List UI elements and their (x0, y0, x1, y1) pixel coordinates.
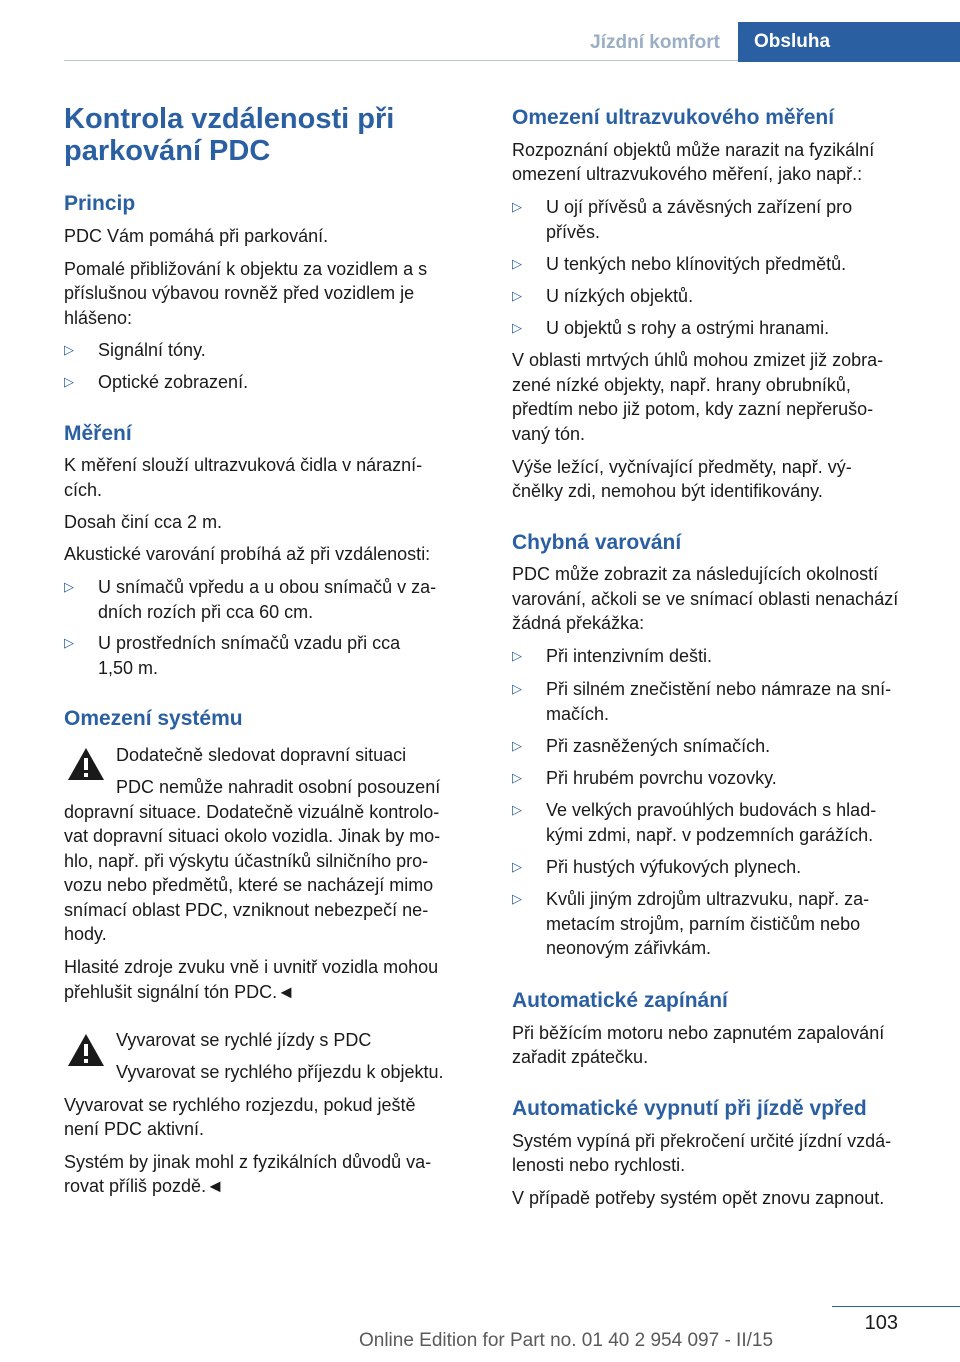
bullet-triangle-icon: ▷ (512, 802, 522, 817)
warning-1-line-6: snímací oblast PDC, vzniknout nebezpečí ne- (64, 900, 429, 920)
bullet-triangle-icon: ▷ (64, 579, 74, 594)
mereni-text-1-line-1: K měření slouží ultrazvuková čidla v nárazní- (64, 455, 423, 475)
ultra-text-2-line-2: zené nízké objekty, např. hrany obrubníků, (512, 375, 851, 395)
auto-on-line-1: Při běžícím motoru nebo zapnutém zapalování (512, 1023, 885, 1043)
chybna-text-line-1: PDC může zobrazit za následujících okolností (512, 564, 879, 584)
list-item-text: Ve velkých pravoúhlých budovách s hlad- (546, 800, 877, 820)
ultra-text-3-line-1: Výše ležící, vyčnívající předměty, např. vý- (512, 457, 852, 477)
list-item-text: Při zasněžených snímačích. (546, 736, 771, 756)
mereni-text-1-line-2: cích. (64, 480, 103, 500)
bullet-triangle-icon: ▷ (64, 342, 74, 357)
warning-2-para-2-line-2: není PDC aktivní. (64, 1119, 205, 1139)
list-item-text: Kvůli jiným zdrojům ultrazvuku, např. za- (546, 889, 870, 909)
auto-off-line-1: Systém vypíná při překročení určité jízdní vzdá- (512, 1131, 892, 1151)
heading-princip: Princip (64, 192, 136, 215)
auto-on-line-2: zařadit zpátečku. (512, 1047, 649, 1067)
warning-2-line-1: Vyvarovat se rychlého příjezdu k objektu. (116, 1062, 444, 1082)
bullet-triangle-icon: ▷ (512, 770, 522, 785)
warning-1-line-4: hlo, např. při výskytu účastníků silničního pro- (64, 851, 429, 871)
bullet-triangle-icon: ▷ (64, 374, 74, 389)
list-item-text: U objektů s rohy a ostrými hranami. (546, 318, 830, 338)
list-item (512, 644, 713, 669)
ultra-text-2-line-4: vaný tón. (512, 424, 586, 444)
header-chapter-tab[interactable]: Obsluha (738, 22, 960, 62)
bullet-triangle-icon: ▷ (512, 256, 522, 271)
list-item (512, 855, 802, 880)
header-section-tab[interactable]: Jízdní komfort (590, 32, 720, 53)
list-item (512, 284, 694, 309)
warning-2-title: Vyvarovat se rychlé jízdy s PDC (116, 1030, 372, 1050)
list-item (64, 370, 249, 395)
heading-mereni: Měření (64, 422, 132, 445)
warning-1-line-2: dopravní situace. Dodatečně vizuálně kontrolo- (64, 802, 440, 822)
warning-1-line-5: vozu nebo předmětů, které se nacházejí mimo (64, 875, 434, 895)
warning-2-para-3-line-2: rovat příliš pozdě.◄ (64, 1176, 224, 1196)
warning-1-para-2-line-2: přehlušit signální tón PDC.◄ (64, 982, 295, 1002)
chybna-text-line-2: varování, ačkoli se ve snímací oblasti nenachází (512, 589, 899, 609)
list-item (512, 316, 830, 341)
ultra-text-2-line-3: předtím nebo již potom, kdy zazní nepřerušo- (512, 399, 874, 419)
mereni-text-3: Akustické varování probíhá až při vzdálenosti: (64, 544, 431, 564)
ultra-text-3-line-2: čnělky zdi, nemohou být identifikovány. (512, 481, 823, 501)
page-number: 103 (864, 1312, 898, 1334)
heading-chybna-varovani: Chybná varování (512, 531, 682, 554)
list-item-text: Při hustých výfukových plynech. (546, 857, 802, 877)
princip-text-2-line-3: hlášeno: (64, 308, 133, 328)
ultra-text-2-line-1: V oblasti mrtvých úhlů mohou zmizet již zobra- (512, 350, 884, 370)
list-item-text: metacím strojům, parním čističům nebo (546, 913, 861, 934)
list-item (64, 338, 206, 363)
warning-2-para-2-line-1: Vyvarovat se rychlého rozjezdu, pokud ještě (64, 1095, 416, 1115)
list-item (64, 631, 401, 680)
list-item (512, 195, 853, 244)
heading-automaticke-zapinani: Automatické zapínání (512, 989, 728, 1012)
list-item (512, 766, 777, 791)
heading-automaticke-vypnuti: Automatické vypnutí při jízdě vpřed (512, 1097, 867, 1120)
list-item (512, 677, 892, 726)
list-item-text: Při intenzivním dešti. (546, 646, 713, 666)
list-item-text: U prostředních snímačů vzadu při cca (98, 633, 401, 653)
list-item-text: dních rozích při cca 60 cm. (98, 601, 314, 622)
list-item-text: mačích. (546, 703, 610, 724)
list-item-text: 1,50 m. (98, 657, 159, 678)
list-item-text: U snímačů vpředu a u obou snímačů v za- (98, 577, 437, 597)
list-item (512, 887, 870, 961)
heading-omezeni-systemu: Omezení systému (64, 707, 243, 730)
list-item-text: Při silném znečistění nebo námraze na sní- (546, 679, 892, 699)
warning-2-para-3-line-1: Systém by jinak mohl z fyzikálních důvodů va- (64, 1152, 432, 1172)
mereni-text-2: Dosah činí cca 2 m. (64, 512, 223, 532)
list-item-text: U tenkých nebo klínovitých předmětů. (546, 254, 847, 274)
princip-text-1: PDC Vám pomáhá při parkování. (64, 226, 329, 246)
list-item-text: Při hrubém povrchu vozovky. (546, 768, 777, 788)
list-item (64, 575, 437, 624)
ultra-text-1-line-1: Rozpoznání objektů může narazit na fyzikální (512, 140, 875, 160)
warning-1-line-3: vat dopravní situaci okolo vozidla. Jinak by mo- (64, 826, 441, 846)
bullet-triangle-icon: ▷ (512, 320, 522, 335)
list-item-text: Optické zobrazení. (98, 372, 249, 392)
bullet-triangle-icon: ▷ (512, 648, 522, 663)
list-item-text: neonovým zářivkám. (546, 938, 712, 958)
princip-text-2-line-1: Pomalé přibližování k objektu za vozidlem a s (64, 259, 428, 279)
warning-triangle-icon (66, 746, 106, 782)
footer-rule (832, 1306, 960, 1307)
bullet-triangle-icon: ▷ (512, 681, 522, 696)
bullet-triangle-icon: ▷ (64, 635, 74, 650)
footer-edition-text: Online Edition for Part no. 01 40 2 954 097 - II/15 (358, 1330, 774, 1351)
ultra-text-1-line-2: omezení ultrazvukového měření, jako např.: (512, 164, 863, 184)
warning-triangle-icon (66, 1032, 106, 1068)
list-item-text: Signální tóny. (98, 340, 206, 360)
page-title: Kontrola vzdálenosti při parkování PDC (64, 103, 395, 167)
princip-text-2-line-2: příslušnou výbavou rovněž před vozidlem je (64, 283, 415, 303)
list-item (512, 798, 877, 847)
bullet-triangle-icon: ▷ (512, 288, 522, 303)
list-item-text: přívěs. (546, 221, 601, 242)
warning-1-line-7: hody. (64, 924, 107, 944)
list-item (512, 252, 847, 277)
bullet-triangle-icon: ▷ (512, 891, 522, 906)
footer-edition (0, 1330, 960, 1352)
warning-1-line-1: PDC nemůže nahradit osobní posouzení (116, 777, 441, 797)
list-item-text: U ojí přívěsů a závěsných zařízení pro (546, 197, 853, 217)
heading-omezeni-ultrazvuk: Omezení ultrazvukového měření (512, 106, 835, 129)
chybna-text-line-3: žádná překážka: (512, 613, 645, 633)
list-item-text: U nízkých objektů. (546, 286, 694, 306)
auto-off-line-2: lenosti nebo rychlosti. (512, 1155, 686, 1175)
list-item-text: kými zdmi, např. v podzemních garážích. (546, 824, 874, 845)
bullet-triangle-icon: ▷ (512, 738, 522, 753)
auto-off-para-2: V případě potřeby systém opět znovu zapnout. (512, 1188, 885, 1208)
bullet-triangle-icon: ▷ (512, 859, 522, 874)
warning-1-title: Dodatečně sledovat dopravní situaci (116, 745, 407, 765)
list-item (512, 734, 771, 759)
bullet-triangle-icon: ▷ (512, 199, 522, 214)
warning-1-para-2-line-1: Hlasité zdroje zvuku vně i uvnitř vozidla mohou (64, 957, 439, 977)
